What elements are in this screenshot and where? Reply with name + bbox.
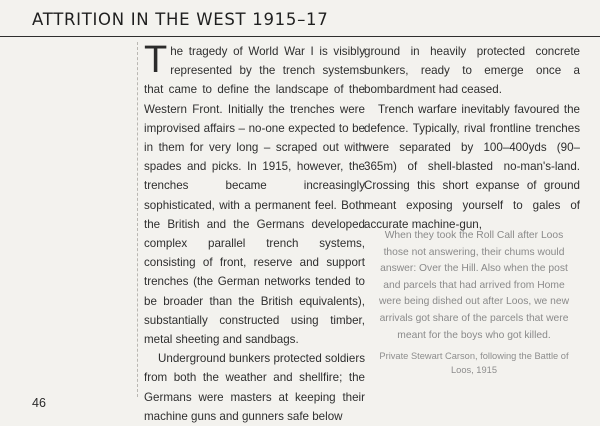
running-header <box>0 0 600 37</box>
body-paragraph: Trench warfare inevitably favoured the defence. Typically, rival frontline trenches were separated by 100–400yds (90–365m) of shell-blasted no-man's-land. Crossing this short expanse of ground meant exposing yourself to gales of accurate machine-gun, <box>364 102 580 231</box>
body-paragraph <box>144 39 365 349</box>
right-text-column <box>364 42 580 234</box>
body-paragraph: ground in heavily protected concrete bunkers, ready to emerge once a bombardment had ceased. <box>364 45 580 97</box>
body-paragraph: Underground bunkers protected soldiers from both the weather and shellfire; the Germans were masters at keeping their machine guns and gunners safe below <box>144 352 365 423</box>
pull-quote <box>372 228 576 377</box>
quote-attribution: Private Stewart Carson, following the Battle of Loos, 1915 <box>379 351 569 375</box>
page-number: 46 <box>32 396 46 410</box>
drop-cap: T <box>144 39 168 81</box>
quote-text: When they took the Roll Call after Loos those not answering, their chums would answer: Over the Hill. Also when the post and parcels that had arrived from Home were being dished out after Loos, we new arrivals got share of the parcels that were meant for the boys who got killed. <box>378 230 570 341</box>
chapter-title: ATTRITION IN THE WEST 1915–17 <box>32 10 329 29</box>
left-text-column <box>137 39 365 423</box>
paragraph-text: he tragedy of World War I is visibly represented by the trench systems that came to define the landscape of the Western Front. Initially the trenches were improvised affairs – no-one expected to be in them for very long – scraped out with spades and picks. In 1915, however, the trenches became increasingly sophisticated, with a permanent feel. Both the British and the Germans developed complex parallel trench systems, consisting of front, reserve and support trenches (the German networks tended to be broader than the British equivalents), substantially constructed using timber, metal sheeting and sandbags. <box>144 45 365 347</box>
